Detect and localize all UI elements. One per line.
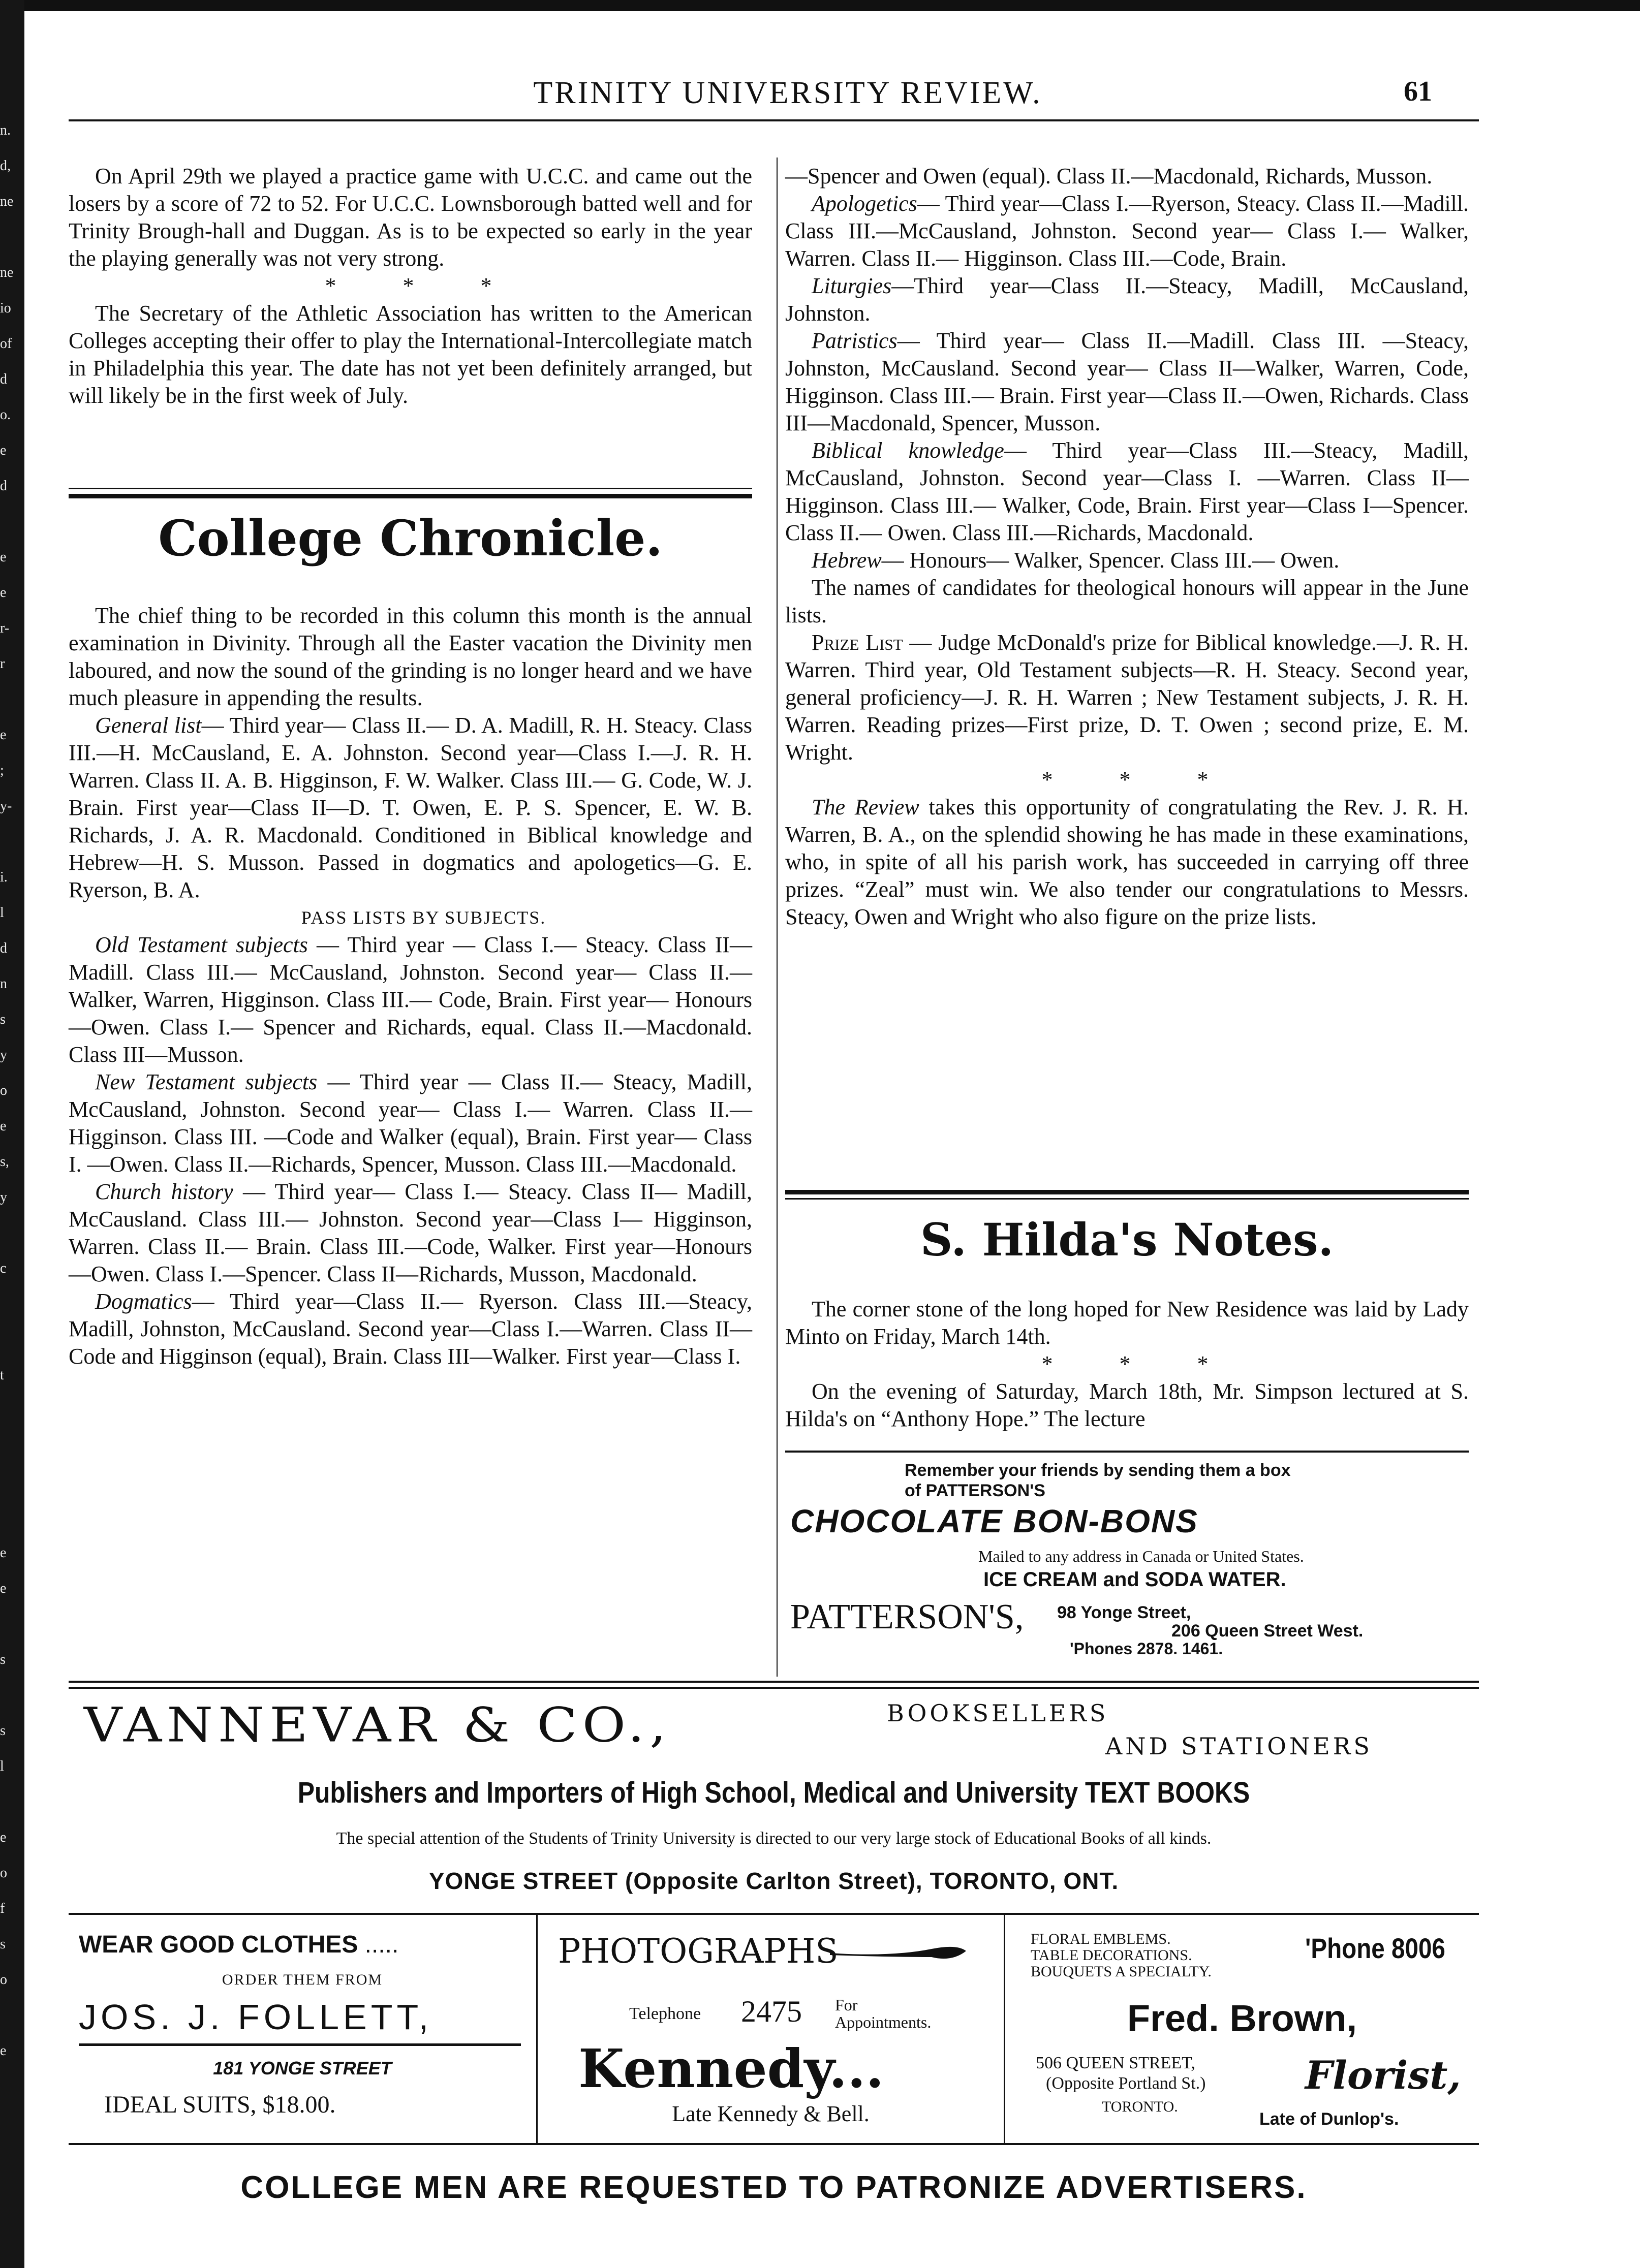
prize-list [785, 629, 1469, 766]
brown-late: Late of Dunlop's. [1259, 2109, 1399, 2129]
follett-address: 181 YONGE STREET [213, 2058, 392, 2078]
new-testament [69, 1068, 752, 1178]
follett-wear [79, 1931, 398, 1959]
brown-phone: 'Phone 8006 [1305, 1932, 1445, 1964]
margin-fragment: o. [0, 407, 11, 423]
margin-fragment: e [0, 549, 7, 565]
brown-addr2: (Opposite Portland St.) [1046, 2074, 1206, 2093]
margin-fragment: y- [0, 798, 12, 814]
vannevar-publishers: Publishers and Importers of High School, Medical and University TEXT BOOKS [297, 1776, 1250, 1809]
section-rule [69, 488, 752, 489]
margin-fragment: r [0, 656, 5, 672]
margin-fragment: n [0, 976, 7, 992]
liturgies [785, 272, 1469, 327]
church-history-label: Church history [95, 1179, 233, 1204]
apologetics-text: — Third year—Class I.—Ryerson, Steacy. Class II.—Madill. Class III.—McCausland, Johnston. Second year— Class I.— Walker, Warren. Class II.— Higginson. Class III.—Code, Brain. [785, 191, 1469, 271]
margin-fragment: s [0, 1936, 6, 1952]
section-rule-right [785, 1198, 1469, 1200]
section-rule-right-thick [785, 1190, 1469, 1194]
heading-hildas-notes: S. Hilda's Notes. [920, 1213, 1334, 1266]
header-rule [69, 119, 1479, 121]
right-column [785, 163, 1469, 931]
margin-fragment: t [0, 1367, 4, 1383]
patterson-phones: 'Phones 2878. 1461. [1070, 1640, 1223, 1658]
separator-stars: * * * [325, 273, 522, 298]
biblical-knowledge-label: Biblical knowledge [812, 438, 1004, 463]
margin-fragment: e [0, 2043, 7, 2059]
kennedy-telephone-label: Telephone [629, 2004, 701, 2023]
margin-fragment: f [0, 1901, 5, 1916]
brown-addr1: 506 QUEEN STREET, [1036, 2054, 1195, 2072]
margin-fragment: s [0, 1723, 6, 1739]
margin-fragment: y [0, 1047, 7, 1063]
dogmatics-text: — Third year—Class II.— Ryerson. Class III.—Steacy, Madill, Johnston, McCausland. Second year—Class I.—Warren. Class II—Code and Higginson (equal), Brain. Class III—Walker. First year—Class I. [69, 1289, 752, 1369]
margin-fragment: o [0, 1865, 7, 1881]
margin-fragment: i. [0, 869, 8, 885]
margin-fragment: e [0, 1545, 7, 1561]
hebrew [785, 547, 1469, 574]
section-rule-thick [69, 494, 752, 498]
apologetics [785, 190, 1469, 272]
new-testament-text: — Third year — Class II.— Steacy, Madill, McCausland, Johnston. Second year— Class I.— Warren. Class II.— Higginson. Class III. —Code and Walker (equal), Brain. First year— Class I. —Owen. Class II.—Richards, Spencer, Musson. Class III.—Macdonald. [69, 1069, 752, 1177]
kennedy-for: For [835, 1996, 858, 2014]
brown-table: TABLE DECORATIONS. [1031, 1947, 1192, 1964]
running-head: TRINITY UNIVERSITY REVIEW. [533, 76, 1042, 110]
dogmatics-label: Dogmatics [95, 1289, 192, 1314]
patristics-text: — Third year— Class II.—Madill. Class III. —Steacy, Johnston, McCausland. Second year— Class II—Walker, Warren, Code, Higginson. Class III.— Brain. First year—Class II.—Owen, Richards. Class III—Macdonald, Spencer, Musson. [785, 328, 1469, 435]
review-label: The Review [812, 795, 919, 820]
general-list-label: General list [95, 713, 202, 738]
honours-note: The names of candidates for theological honours will appear in the June lists. [785, 575, 1469, 627]
margin-fragment: o [0, 1083, 7, 1098]
general-list [69, 712, 752, 904]
margin-fragment: e [0, 727, 7, 743]
follett-name: JOS. J. FOLLETT, [79, 1997, 432, 2037]
brown-bouquets: BOUQUETS A SPECIALTY. [1031, 1963, 1212, 1980]
patterson-line2: of PATTERSON'S [905, 1481, 1045, 1500]
patterson-ad [785, 1461, 1469, 1674]
separator-stars-3: * * * [1041, 1351, 1239, 1376]
prize-list-label: Prize List [812, 630, 903, 655]
patterson-line1: Remember your friends by sending them a box [905, 1461, 1291, 1480]
church-history [69, 1178, 752, 1288]
vannevar-name: VANNEVAR & CO., [84, 1697, 672, 1753]
follett-order: ORDER THEM FROM [222, 1971, 383, 1988]
review-congrats [785, 794, 1469, 931]
patterson-icecream: ICE CREAM and SODA WATER. [983, 1568, 1286, 1591]
flourish-icon [830, 1942, 967, 1967]
patterson-addr2: 206 Queen Street West. [1171, 1621, 1364, 1641]
review-text: takes this opportunity of congratulating the Rev. J. R. H. Warren, B. A., on the splendid showing he has made in these examinations, who, in spite of all his parish work, has succeeded in carrying off three prizes. “Zeal” must win. We also tender our congratulations to Messrs. Steacy, Owen and Wright who also figure on the prize lists. [785, 795, 1469, 929]
old-testament [69, 931, 752, 1068]
margin-fragment: e [0, 443, 7, 458]
liturgies-label: Liturgies [812, 273, 892, 298]
page-number: 61 [1404, 76, 1432, 107]
prize-list-text: — Judge McDonald's prize for Biblical knowledge.—J. R. H. Warren. Third year, Old Testament subjects—R. H. Steacy. Second year, general proficiency—J. R. H. Warren ; New Testament subjects, J. R. H. Warren. Reading prizes—First prize, D. T. Owen ; second prize, E. M. Wright. [785, 630, 1469, 765]
brown-city: TORONTO. [1102, 2098, 1178, 2115]
follett-suits: IDEAL SUITS, $18.00. [104, 2091, 336, 2118]
general-list-text: — Third year— Class II.— D. A. Madill, R. H. Steacy. Class III.—H. McCausland, E. A. Johnston. Second year—Class I.—J. R. H. Warren. Class II. A. B. Higginson, F. W. Walker. Class III.— G. Code, W. J. Brain. First year—Class II—D. T. Owen, E. P. S. Spencer, E. W. B. Richards, J. A. R. Macdonald. Conditioned in Biblical knowledge and Hebrew—H. S. Musson. Passed in dogmatics and apologetics—G. E. Ryerson, B. A. [69, 713, 752, 902]
old-testament-label: Old Testament subjects [95, 932, 308, 957]
margin-fragment: s, [0, 1154, 9, 1170]
paragraph-game: On April 29th we played a practice game with U.C.C. and came out the losers by a score of 72 to 52. For U.C.C. Lownsborough batted well and for Trinity Brough-hall and Duggan. As is to be expected so early in the year the playing generally was not very strong. [69, 164, 752, 271]
margin-fragment: e [0, 585, 7, 601]
paragraph-corner-stone: The corner stone of the long hoped for New Residence was laid by Lady Minto on Friday, March 14th. [785, 1297, 1469, 1349]
margin-fragment: d [0, 940, 7, 956]
ad-rule [785, 1451, 1469, 1453]
dogmatics [69, 1288, 752, 1370]
vannevar-stationers: AND STATIONERS [1105, 1732, 1373, 1760]
margin-fragment: d [0, 371, 7, 387]
margin-fragment: io [0, 300, 11, 316]
hebrew-label: Hebrew [812, 548, 882, 573]
top-border [24, 0, 1640, 11]
kennedy-appointments: Appointments. [835, 2013, 932, 2031]
paragraph-divinity: The chief thing to be recorded in this column this month is the annual examination in Divinity. Through all the Easter vacation the Divinity men laboured, and now the sound of the grinding is no longer heard and we have much pleasure in appending the results. [69, 603, 752, 710]
biblical-knowledge [785, 437, 1469, 547]
ads-rule-mid [69, 1913, 1479, 1915]
patristics-label: Patristics [812, 328, 898, 353]
footer-advertisers: COLLEGE MEN ARE REQUESTED TO PATRONIZE ADVERTISERS. [240, 2170, 1307, 2205]
brown-ad [1005, 1920, 1479, 2139]
margin-fragment: l [0, 1758, 4, 1774]
paragraph-lecture: On the evening of Saturday, March 18th, Mr. Simpson lectured at S. Hilda's on “Anthony Hope.” The lecture [785, 1379, 1469, 1431]
old-testament-text: — Third year — Class I.— Steacy. Class II—Madill. Class III.— McCausland, Johnston. Second year— Class II.— Walker, Warren, Higginson. Class III.— Code, Brain. First year— Honours—Owen. Class I.— Spencer and Richards, equal. Class II.—Macdonald. Class III—Musson. [69, 932, 753, 1067]
paragraph-athletic: The Secretary of the Athletic Association has written to the American Colleges accepting their offer to play the International-Intercollegiate match in Philadelphia this year. The date has not yet been definitely arranged, but will likely be in the first week of July. [69, 301, 752, 408]
patterson-product: CHOCOLATE BON-BONS [790, 1503, 1198, 1539]
margin-fragment: r- [0, 620, 10, 636]
patterson-addr1: 98 Yonge Street, [1057, 1603, 1191, 1622]
column-divider [777, 158, 778, 1677]
brown-floral: FLORAL EMBLEMS. [1031, 1931, 1171, 1947]
follett-wear-text: WEAR GOOD CLOTHES [79, 1931, 358, 1958]
margin-fragment: c [0, 1261, 7, 1276]
kennedy-name: Kennedy... [578, 2037, 884, 2100]
vannevar-booksellers: BOOKSELLERS [887, 1699, 1109, 1727]
kennedy-photographs: PHOTOGRAPHS [558, 1932, 839, 1971]
continued-text: —Spencer and Owen (equal). Class II.—Macdonald, Richards, Musson. [785, 164, 1433, 188]
margin-fragment: d [0, 478, 7, 494]
margin-fragment: e [0, 1830, 7, 1845]
follett-underline [79, 2043, 521, 2046]
patterson-name: PATTERSON'S, [790, 1597, 1024, 1636]
follett-ad [69, 1920, 536, 2139]
ads-rule-top [69, 1681, 1479, 1683]
patristics [785, 327, 1469, 437]
margin-fragment: o [0, 1972, 7, 1988]
margin-fragment: l [0, 905, 4, 921]
vannevar-attention: The special attention of the Students of Trinity University is directed to our very large stock of Educational Books of all kinds. [336, 1829, 1212, 1848]
margin-fragment: ; [0, 763, 4, 778]
left-column [69, 163, 752, 410]
margin-fragment: of [0, 336, 12, 352]
right-column-hildas [785, 1296, 1469, 1433]
heading-college-chronicle: College Chronicle. [158, 510, 663, 567]
apologetics-label: Apologetics [812, 191, 917, 216]
margin-fragment: y [0, 1189, 7, 1205]
margin-fragment: n. [0, 122, 11, 138]
new-testament-label: New Testament subjects [95, 1069, 318, 1094]
follett-dots: ..... [364, 1931, 399, 1958]
kennedy-late: Late Kennedy & Bell. [672, 2101, 870, 2126]
pass-lists-heading: PASS LISTS BY SUBJECTS. [301, 907, 546, 928]
margin-fragment: d, [0, 158, 11, 174]
kennedy-telephone-number: 2475 [741, 1995, 802, 2028]
left-column-chronicle [69, 602, 752, 1370]
hebrew-text: — Honours— Walker, Spencer. Class III.— Owen. [881, 548, 1340, 573]
vannevar-address: YONGE STREET (Opposite Carlton Street), TORONTO, ONT. [428, 1868, 1119, 1894]
margin-fragment: e [0, 1581, 7, 1596]
patterson-mailed: Mailed to any address in Canada or United States. [978, 1547, 1304, 1565]
margin-fragment: e [0, 1118, 7, 1134]
margin-fragment: s [0, 1012, 6, 1027]
margin-fragment: ne [0, 265, 14, 280]
ads-rule-bottom [69, 2143, 1479, 2145]
ads-rule-top-2 [69, 1687, 1479, 1689]
kennedy-ad [538, 1920, 1004, 2139]
brown-name: Fred. Brown, [1127, 1997, 1357, 2039]
liturgies-text: —Third year—Class II.—Steacy, Madill, McCausland, Johnston. [785, 273, 1469, 326]
brown-florist: Florist, [1305, 2053, 1461, 2098]
margin-fragment: ne [0, 194, 14, 209]
separator-stars-2: * * * [1041, 767, 1239, 792]
biblical-knowledge-text: — Third year—Class III.—Steacy, Madill, McCausland, Johnston. Second year—Class I. —Warren. Class II—Higginson. Class III.— Walker, Code, Brain. First year—Class I—Spencer. Class II.— Owen. Class III.—Richards, Macdonald. [785, 438, 1469, 545]
margin-fragment: s [0, 1652, 6, 1667]
church-history-text: — Third year— Class I.— Steacy. Class II— Madill, McCausland. Class III.— Johnston. Second year—Class I— Higginson, Warren. Class II.— Brain. Class III.—Code, Walker. First year—Honours —Owen. Class I.—Spencer. Class II—Richards, Musson, Macdonald. [69, 1179, 752, 1286]
